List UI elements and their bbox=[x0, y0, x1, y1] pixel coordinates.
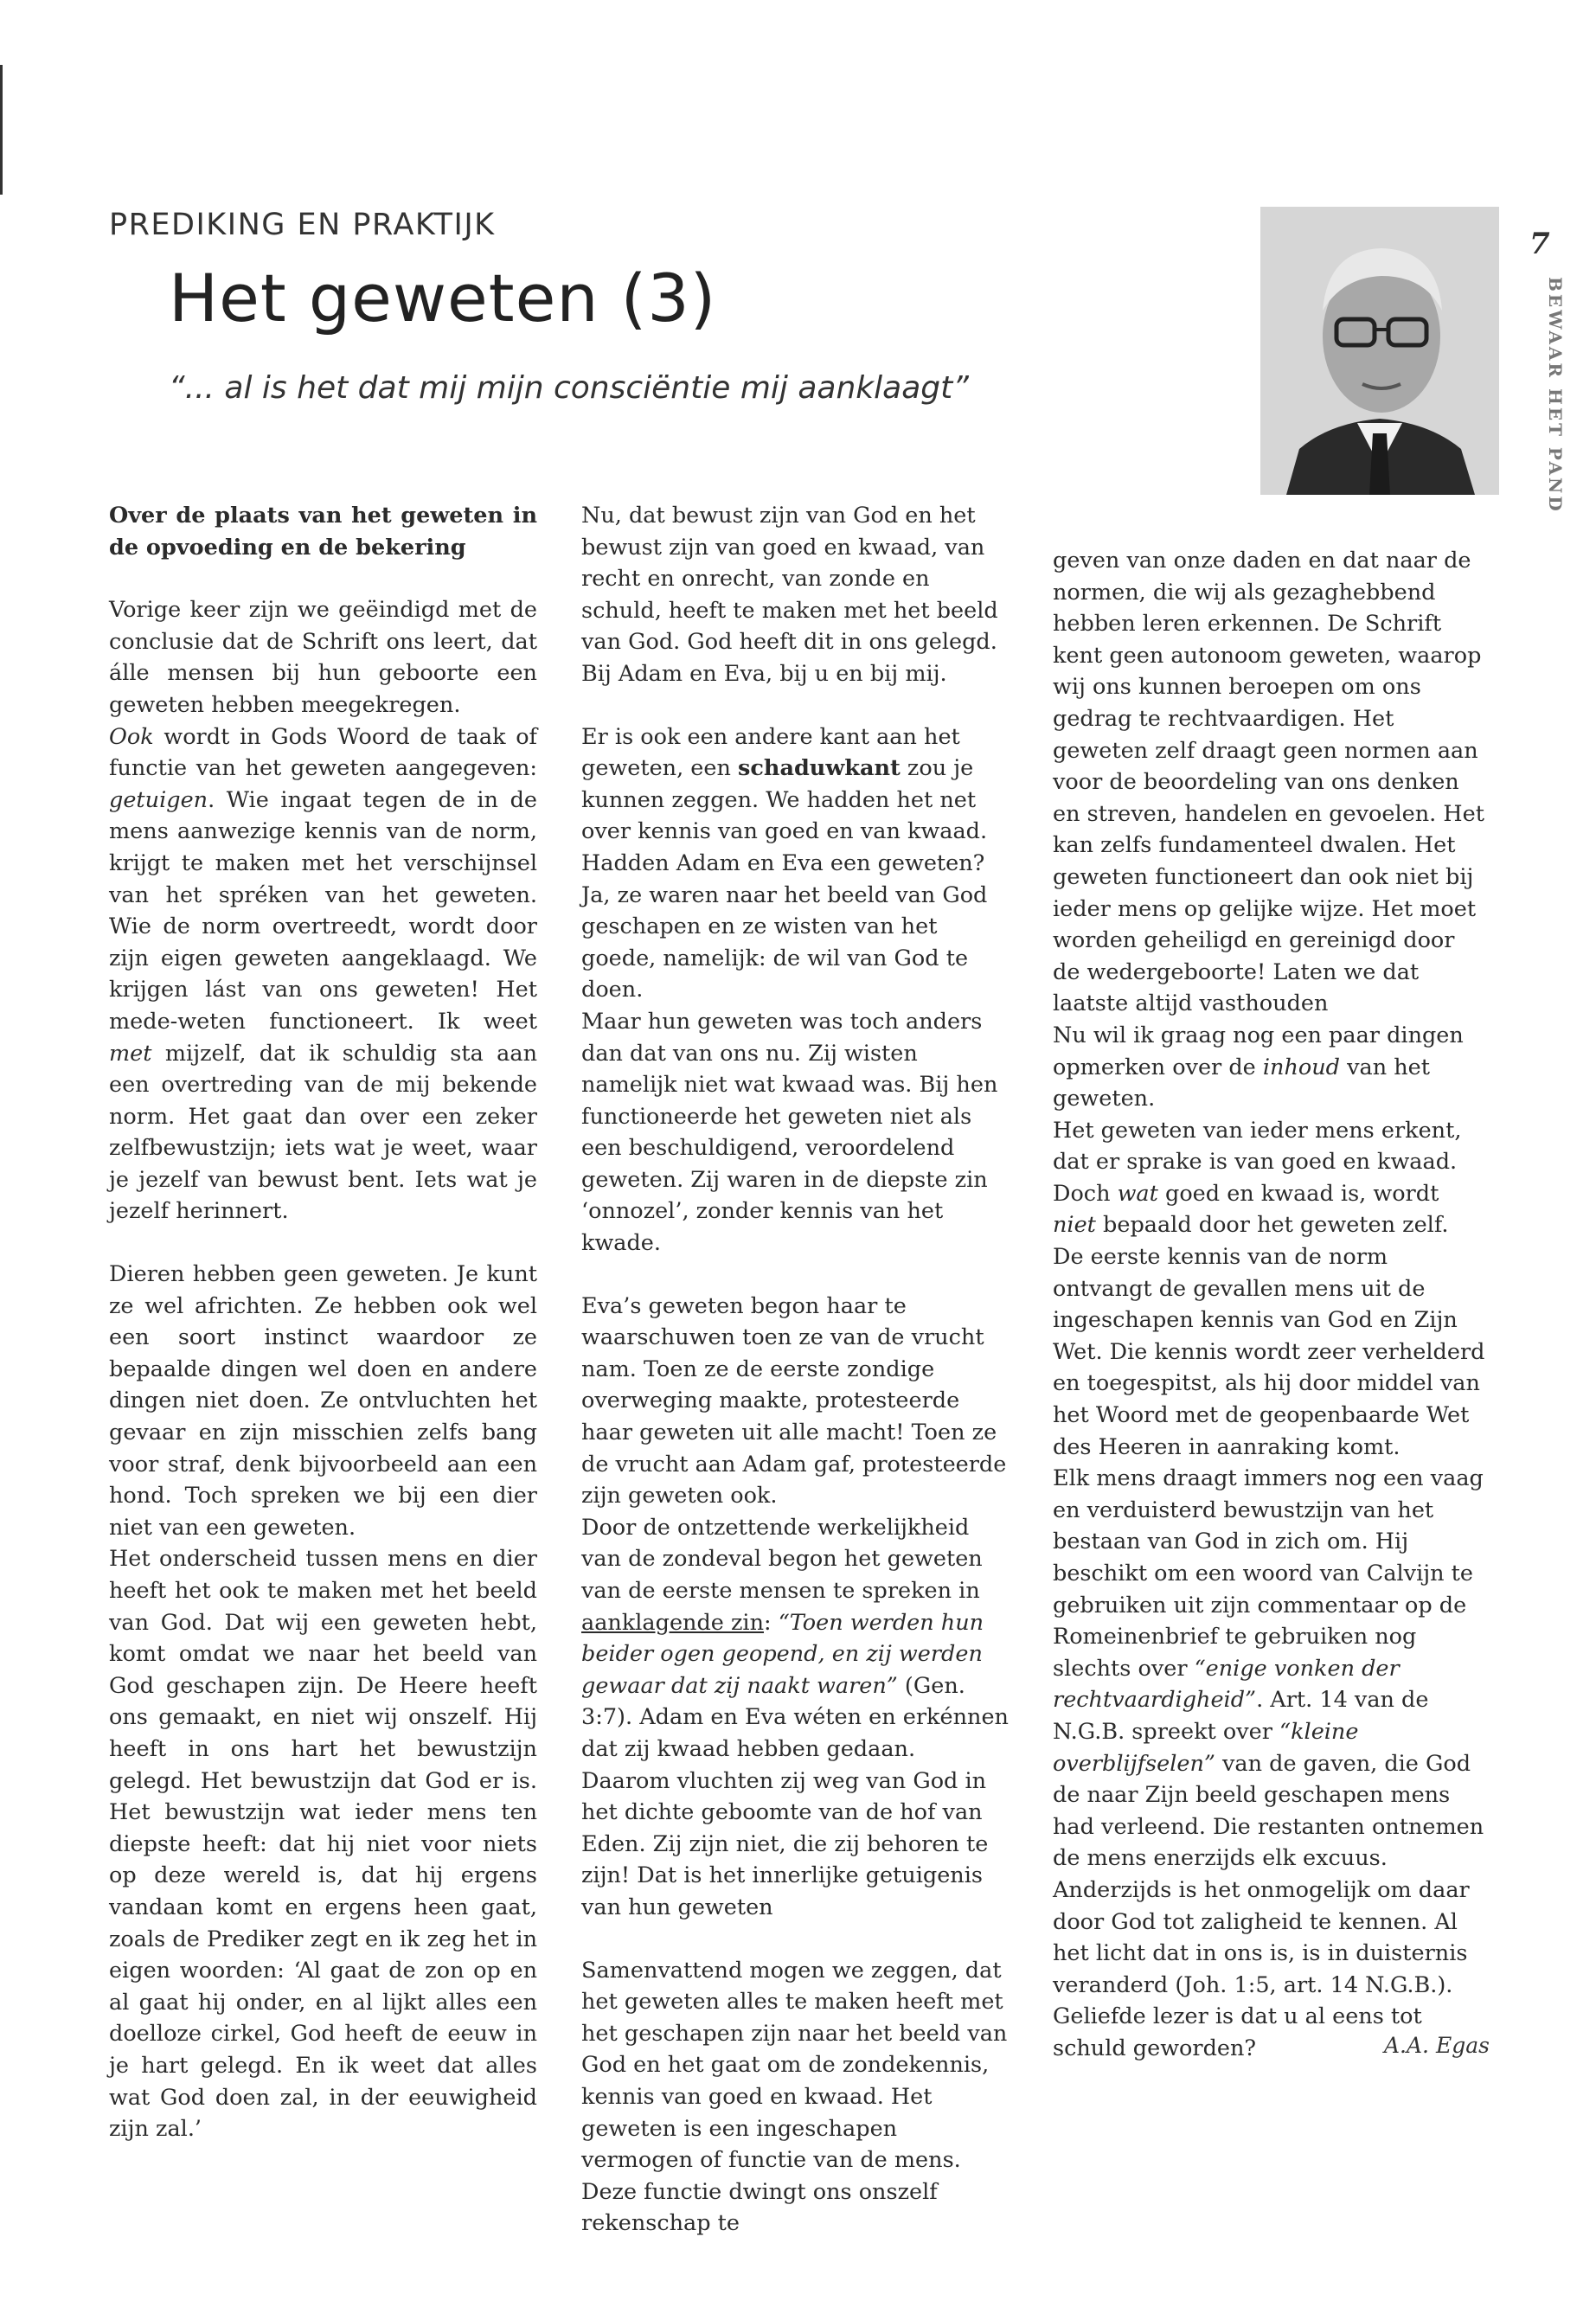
paragraph: Maar hun geweten was toch anders dan dat van ons nu. Zij wisten namelijk niet wat kwaad was. Bij hen functioneerde het geweten niet als een beschuldigend, veroordelend geweten. Zij waren in de diepste zin ‘onnozel’, zonder kennis van het kwade. bbox=[581, 1008, 998, 1257]
paragraph: Nu, dat bewust zijn van God en het bewust zijn van goed en kwaad, van recht en onrecht, van zonde en schuld, heeft te maken met het beeld van God. God heeft dit in ons gelegd. Bij Adam en Eva, bij u en bij mij. bbox=[581, 503, 998, 687]
paragraph: Elk mens draagt immers nog een vaag en verduisterd bewustzijn van het bestaan van God in zich om. Hij beschikt om een woord van Calvijn te gebruiken uit zijn commentaar op de Romeinenbrief te gebruiken nog slechts over “enige vonken der rechtvaardigheid”. Art. 14 van de N.G.B. spreekt over “kleine overblijfselen” van de gaven, die God de naar Zijn beeld geschapen mens had verleend. Die restanten ontnemen de mens enerzijds elk excuus. Anderzijds is het onmogelijk om daar door God tot zaligheid te kennen. Al het licht dat in ons is, is in duisternis veranderd (Joh. 1:5, art. 14 N.G.B.). Geliefde lezer is dat u al eens tot schuld geworden? bbox=[1053, 1465, 1484, 2061]
column-2 bbox=[581, 500, 1010, 2240]
paragraph: Het geweten van ieder mens erkent, dat er sprake is van goed en kwaad. Doch wat goed en kwaad is, wordt niet bepaald door het geweten zelf. De eerste kennis van de norm ontvangt de gevallen mens uit de ingeschapen kennis van God en Zijn Wet. Die kennis wordt zeer verhelderd en toegespitst, als hij door middel van het Woord met de geopenbaarde Wet des Heeren in aanraking komt. bbox=[1053, 1117, 1485, 1460]
paragraph: Nu wil ik graag nog een paar dingen opmerken over de inhoud van het geweten. bbox=[1053, 1022, 1464, 1112]
paragraph: Eva’s geweten begon haar te waarschuwen toen ze van de vrucht nam. Toen ze de eerste zondige overweging maakte, protesteerde haar geweten uit alle macht! Toen ze de vrucht aan Adam gaf, protesteerde zijn geweten ook. bbox=[581, 1292, 1007, 1509]
paragraph: geven van onze daden en dat naar de normen, die wij als gezaghebbend hebben leren erkennen. De Schrift kent geen autonoom geweten, waarop wij ons kunnen beroepen om ons gedrag te rechtvaardigen. Het geweten zelf draagt geen normen aan voor de beoordeling van ons denken en streven, handelen en gevoelen. Het kan zelfs fundamenteel dwalen. Het geweten functioneert dan ook niet bij ieder mens op gelijke wijze. Het moet worden geheiligd en gereinigd door de wedergeboorte! Laten we dat laatste altijd vasthouden bbox=[1053, 548, 1484, 1017]
paragraph: Er is ook een andere kant aan het geweten, een schaduwkant zou je kunnen zeggen. We hadden het net over kennis van goed en van kwaad. Hadden Adam en Eva een geweten? Ja, ze waren naar het beeld van God geschapen en ze wisten van het goede, namelijk: de wil van God te doen. bbox=[581, 723, 988, 1003]
paragraph: Het onderscheid tussen mens en dier heeft het ook te maken met het beeld van God. Dat wij een geweten hebt, komt omdat we naar het beeld van God geschapen zijn. De Heere heeft ons gemaakt, en niet wij onszelf. Hij heeft in ons hart het bewustzijn gelegd. Het bewustzijn dat God er is. Het bewustzijn wat ieder mens ten diepste heeft: dat hij niet voor niets op deze wereld is, dat hij ergens vandaan komt en ergens heen gaat, zoals de Prediker zegt en ik zeg het in eigen woorden: ‘Al gaat de zon op en al gaat hij onder, en al lijkt alles een doelloze cirkel, God heeft de eeuw in je hart gelegd. En ik weet dat alles wat God doen zal, in der eeuwigheid zijn zal.’ bbox=[109, 1546, 537, 2143]
margin-rule bbox=[0, 65, 3, 195]
intro-heading: Over de plaats van het geweten in de opvoeding en de bekering bbox=[109, 503, 537, 561]
author-photo bbox=[1260, 207, 1499, 495]
author-signature: A.A. Egas bbox=[1384, 2033, 1490, 2058]
page-number: 7 bbox=[1529, 227, 1550, 261]
paragraph: Dieren hebben geen geweten. Je kunt ze wel africhten. Ze hebben ook wel een soort instinct waardoor ze bepaalde dingen wel doen en andere dingen niet doen. Ze ontvluchten het gevaar en zijn misschien zelfs bang voor straf, denk bijvoorbeeld aan een hond. Toch spreken we bij een dier niet van een geweten. bbox=[109, 1261, 537, 1541]
portrait-image bbox=[1260, 207, 1499, 495]
paragraph: Samenvattend mogen we zeggen, dat het geweten alles te maken heeft met het geschapen zijn naar het beeld van God en het gaat om de zondekennis, kennis van goed en kwaad. Het geweten is een ingeschapen vermogen of functie van de mens. Deze functie dwingt ons onszelf rekenschap te bbox=[581, 1957, 1008, 2237]
running-head: BEWAAR HET PAND bbox=[1545, 277, 1566, 514]
paragraph: Door de ontzettende werkelijkheid van de zondeval begon het geweten van de eerste mensen te spreken in aanklagende zin: “Toen werden hun beider ogen geopend, en zij werden gewaar dat zij naakt waren” (Gen. 3:7). Adam en Eva wéten en erkénnen dat zij kwaad hebben gedaan. Daarom vluchten zij weg van God in het dichte geboomte van de hof van Eden. Zij zijn niet, die zij behoren te zijn! Dat is het innerlijke getuigenis van hun geweten bbox=[581, 1514, 1009, 1920]
paragraph: Vorige keer zijn we geëindigd met de conclusie dat de Schrift ons leert, dat álle mensen bij hun geboorte een geweten hebben meegekregen. bbox=[109, 597, 537, 718]
paragraph: Ook wordt in Gods Woord de taak of functie van het geweten aangegeven: getuigen. Wie ingaat tegen de in de mens aanwezige kennis van de norm, krijgt te maken met het verschijnsel van het spréken van het geweten. Wie de norm overtreedt, wordt door zijn eigen geweten aangeklaagd. We krijgen lást van ons geweten! Het mede-weten functioneert. Ik weet met mijzelf, dat ik schuldig sta aan een overtreding van de mij bekende norm. Het gaat dan over een zeker zelfbewustzijn; iets wat je weet, waar je jezelf van bewust bent. Iets wat je jezelf herinnert. bbox=[109, 723, 537, 1225]
column-1 bbox=[109, 500, 537, 2145]
article-title: Het geweten (3) bbox=[169, 260, 717, 336]
section-label: PREDIKING EN PRAKTIJK bbox=[109, 208, 496, 242]
column-3 bbox=[1053, 545, 1485, 2065]
article-subtitle: “... al is het dat mij mijn consciëntie mij aanklaagt” bbox=[169, 370, 969, 406]
